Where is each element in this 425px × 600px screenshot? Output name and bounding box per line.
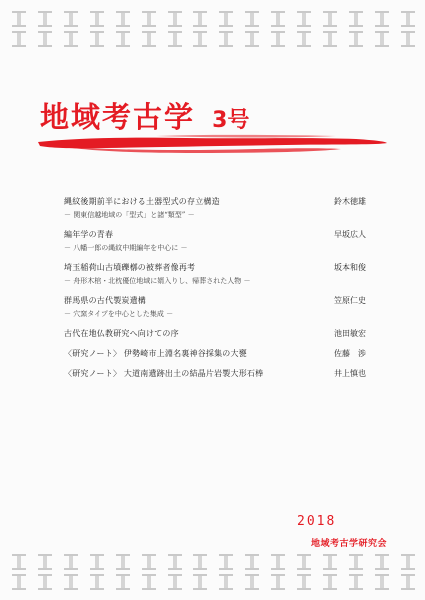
border-beam-ornament	[193, 574, 207, 590]
toc-entry-line	[64, 368, 394, 379]
article-title: 古代在地仏教研究へ向けての序	[64, 329, 179, 338]
border-beam-ornament	[12, 11, 26, 27]
border-beam-ornament	[219, 554, 233, 570]
border-beam-ornament	[219, 574, 233, 590]
border-beam-ornament	[38, 11, 52, 27]
bottom-border-pattern-second-row	[12, 574, 415, 590]
toc-entry-line	[64, 348, 394, 359]
top-border-pattern	[12, 11, 415, 27]
border-beam-ornament	[168, 554, 182, 570]
border-beam-ornament	[271, 11, 285, 27]
border-beam-ornament	[142, 31, 156, 47]
border-beam-ornament	[12, 554, 26, 570]
border-beam-ornament	[116, 11, 130, 27]
border-beam-ornament	[349, 31, 363, 47]
border-beam-ornament	[64, 554, 78, 570]
border-beam-ornament	[401, 31, 415, 47]
border-beam-ornament	[64, 31, 78, 47]
border-beam-ornament	[90, 31, 104, 47]
article-subtitle: － 舟形木棺・北枕優位地域に婿入りし、帰葬された人物 －	[64, 277, 251, 285]
article-title: 〈研究ノート〉 大道南遺跡出土の結晶片岩製大形石棒	[64, 369, 264, 378]
border-beam-ornament	[64, 11, 78, 27]
journal-title: 地域考古学	[40, 100, 196, 134]
title-block	[40, 95, 249, 136]
border-beam-ornament	[116, 574, 130, 590]
article-author: 坂本和俊	[334, 263, 366, 272]
toc-entry	[64, 229, 394, 253]
article-author: 鈴木徳雄	[334, 197, 366, 206]
border-beam-ornament	[297, 574, 311, 590]
border-beam-ornament	[193, 554, 207, 570]
border-beam-ornament	[219, 11, 233, 27]
border-beam-ornament	[323, 31, 337, 47]
border-beam-ornament	[90, 11, 104, 27]
article-title: 編年学の青春	[64, 230, 114, 239]
issue-number: 3号	[212, 108, 250, 133]
border-beam-ornament	[168, 574, 182, 590]
toc-entry	[64, 295, 394, 319]
toc-entry-line	[64, 229, 394, 240]
border-beam-ornament	[297, 31, 311, 47]
border-beam-ornament	[90, 574, 104, 590]
border-beam-ornament	[349, 11, 363, 27]
border-beam-ornament	[401, 574, 415, 590]
top-border-pattern-second-row	[12, 31, 415, 47]
border-beam-ornament	[271, 554, 285, 570]
border-beam-ornament	[245, 11, 259, 27]
border-beam-ornament	[116, 554, 130, 570]
border-beam-ornament	[142, 11, 156, 27]
article-author: 池田敏宏	[334, 329, 366, 338]
border-beam-ornament	[245, 574, 259, 590]
article-author: 井上慎也	[334, 369, 366, 378]
toc-entry-line	[64, 262, 394, 273]
publication-year: 2018	[297, 514, 337, 529]
border-beam-ornament	[323, 554, 337, 570]
toc-entry-line	[64, 295, 394, 306]
border-beam-ornament	[375, 31, 389, 47]
article-title: 埼玉稲荷山古墳礫槨の被葬者像再考	[64, 263, 196, 272]
border-beam-ornament	[193, 31, 207, 47]
border-beam-ornament	[245, 554, 259, 570]
border-beam-ornament	[142, 554, 156, 570]
border-beam-ornament	[375, 11, 389, 27]
border-beam-ornament	[12, 31, 26, 47]
border-beam-ornament	[64, 574, 78, 590]
border-beam-ornament	[38, 554, 52, 570]
article-title: 〈研究ノート〉 伊勢崎市上淵名裏神谷採集の大甕	[64, 349, 247, 358]
border-beam-ornament	[142, 574, 156, 590]
article-subtitle: － 八幡一郎の縄紋中期編年を中心に －	[64, 244, 188, 252]
border-beam-ornament	[219, 31, 233, 47]
toc-entry	[64, 328, 394, 339]
border-beam-ornament	[90, 554, 104, 570]
border-beam-ornament	[323, 574, 337, 590]
border-beam-ornament	[297, 554, 311, 570]
toc-entry	[64, 262, 394, 286]
border-beam-ornament	[38, 31, 52, 47]
border-beam-ornament	[271, 31, 285, 47]
border-beam-ornament	[168, 11, 182, 27]
border-beam-ornament	[12, 574, 26, 590]
article-title: 縄紋後期前半における土器型式の存立構造	[64, 197, 220, 206]
article-subtitle: － 穴窯タイプを中心とした集成 －	[64, 310, 174, 318]
border-beam-ornament	[297, 11, 311, 27]
toc-entry	[64, 348, 394, 359]
border-beam-ornament	[349, 574, 363, 590]
border-beam-ornament	[375, 554, 389, 570]
border-beam-ornament	[349, 554, 363, 570]
article-subtitle: － 関東信越地域の「型式」と諸“類型” －	[64, 211, 195, 219]
border-beam-ornament	[401, 11, 415, 27]
article-author: 佐藤 渉	[334, 349, 366, 358]
border-beam-ornament	[401, 554, 415, 570]
article-author: 笠原仁史	[334, 296, 366, 305]
border-beam-ornament	[375, 574, 389, 590]
border-beam-ornament	[193, 11, 207, 27]
article-title: 群馬県の古代製炭遺構	[64, 296, 146, 305]
article-author: 早坂広人	[334, 230, 366, 239]
toc-entry-line	[64, 328, 394, 339]
red-brush-stroke	[36, 133, 389, 155]
border-beam-ornament	[245, 31, 259, 47]
border-beam-ornament	[116, 31, 130, 47]
border-beam-ornament	[323, 11, 337, 27]
border-beam-ornament	[168, 31, 182, 47]
toc-entry-line	[64, 196, 394, 207]
publisher-name: 地域考古学研究会	[311, 539, 388, 549]
bottom-border-pattern	[12, 554, 415, 570]
table-of-contents	[64, 196, 394, 388]
toc-entry	[64, 196, 394, 220]
toc-entry	[64, 368, 394, 379]
border-beam-ornament	[271, 574, 285, 590]
border-beam-ornament	[38, 574, 52, 590]
